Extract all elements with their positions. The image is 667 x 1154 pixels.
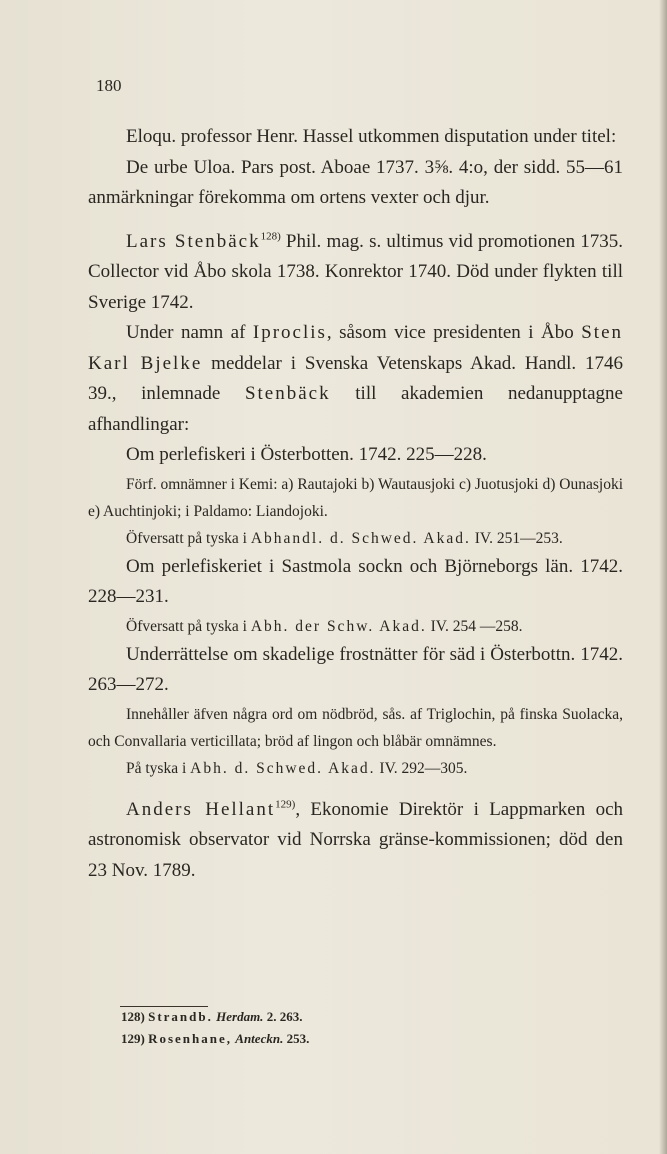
note-translation-3 bbox=[88, 755, 623, 782]
stenback-bio: Phil. mag. s. ultimus vid promotionen 1735. Collector vid Åbo skola 1738. Konrektor 1740. Död under flykten till Sverige 1742. bbox=[88, 230, 623, 313]
footnote-ref: 2. 263. bbox=[266, 1009, 303, 1024]
text-span: Under namn af bbox=[126, 322, 253, 343]
text-span: Öfversatt på tyska i bbox=[126, 617, 251, 635]
note-rivers: Förf. omnämner i Kemi: a) Rautajoki b) Wautausjoki c) Juotusjoki d) Ounasjoki e) Auchtinjoki; i Paldamo: Liandojoki. bbox=[88, 475, 623, 520]
text-span: , såsom vice presidenten i Åbo bbox=[326, 322, 582, 343]
text-span: IV. 251—253. bbox=[470, 529, 563, 547]
paragraph-hassel: Eloqu. professor Henr. Hassel utkommen disputation under titel: bbox=[126, 126, 617, 147]
entry-perlefiskeri-sastmola: Om perlefiskeriet i Sastmola sockn och Björneborgs län. 1742. 228—231. bbox=[88, 555, 623, 607]
paragraph-hellant bbox=[88, 795, 623, 887]
footnote-work: Anteckn. bbox=[235, 1031, 284, 1046]
title-abh-schwed: Abh. d. Schwed. Akad. bbox=[190, 759, 376, 777]
page-body bbox=[88, 122, 623, 886]
text-span: meddelar i Svenska Vetenskaps Akad. Handl. 1746 39., inlemnade bbox=[88, 352, 624, 404]
title-abhandl: Abhandl. d. Schwed. Akad. bbox=[250, 529, 471, 547]
text-span: till akademien nedanupptagne afhandlingar: bbox=[88, 383, 623, 435]
paragraph-de-urbe-uloa: De urbe Uloa. Pars post. Aboae 1737. 3⅝. 4:o, der sidd. 55—61 anmärkningar förekomma om ortens vexter och djur. bbox=[88, 156, 623, 208]
person-name-hellant: Anders Hellant bbox=[126, 798, 276, 820]
footnote-work: Herdam. bbox=[216, 1009, 264, 1024]
footnote-number: 128) bbox=[121, 1009, 145, 1024]
footnote-128 bbox=[121, 1006, 521, 1028]
name-stenback: Stenbäck bbox=[244, 383, 331, 404]
footnotes bbox=[121, 1006, 521, 1050]
person-name-stenback: Lars Stenbäck bbox=[126, 230, 261, 252]
footnote-129 bbox=[121, 1028, 521, 1050]
footnote-ref: 253. bbox=[286, 1031, 310, 1046]
name-bjelke: Sten Karl Bjelke bbox=[88, 322, 623, 374]
footnote-ref-129: 129) bbox=[275, 798, 296, 811]
paragraph-iproclis bbox=[88, 318, 623, 440]
paragraph-stenback bbox=[88, 227, 623, 319]
text-span: IV. 254 —258. bbox=[426, 617, 523, 635]
footnote-author: Rosenhane, bbox=[148, 1031, 233, 1046]
page-number: 180 bbox=[96, 76, 122, 95]
note-nodbrod: Innehåller äfven några ord om nödbröd, sås. af Triglochin, på finska Suolacka, och Convallaria verticillata; bröd af lingon och blåbär omnämnes. bbox=[88, 705, 623, 750]
text-span: Öfversatt på tyska i bbox=[126, 529, 251, 547]
entry-perlefiskeri-osterbotten: Om perlefiskeri i Österbotten. 1742. 225—228. bbox=[126, 444, 487, 465]
note-translation-1 bbox=[88, 525, 623, 552]
page-edge-shadow bbox=[659, 0, 667, 1154]
footnote-number: 129) bbox=[121, 1031, 145, 1046]
title-abh: Abh. der Schw. Akad. bbox=[250, 617, 427, 635]
text-span: På tyska i bbox=[126, 759, 191, 777]
text-span: IV. 292—305. bbox=[375, 759, 468, 777]
footnote-author: Strandb. bbox=[148, 1009, 213, 1024]
note-translation-2 bbox=[88, 613, 623, 640]
entry-frostnatter: Underrättelse om skadelige frostnätter för säd i Österbottn. 1742. 263—272. bbox=[88, 643, 623, 695]
name-iproclis: Iproclis bbox=[252, 322, 327, 343]
hellant-bio: , Ekonomie Direktör i Lappmarken och astronomisk observator vid Norrska gränse-kommissionen; död den 23 Nov. 1789. bbox=[88, 798, 623, 881]
footnote-ref-128: 128) bbox=[260, 230, 281, 243]
